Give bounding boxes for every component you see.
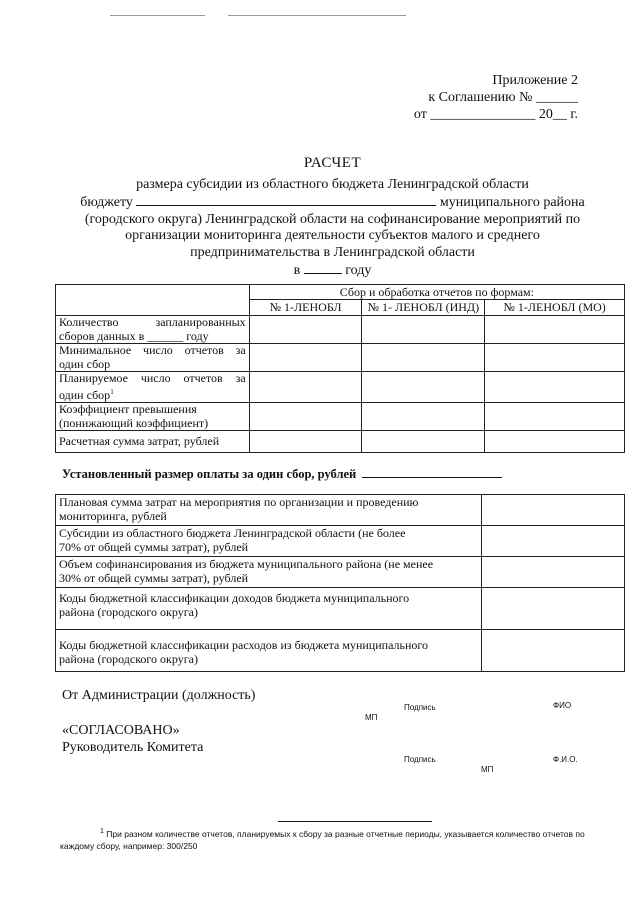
table-cell[interactable] bbox=[485, 372, 625, 403]
table-cell[interactable] bbox=[362, 344, 485, 372]
table-row bbox=[56, 526, 625, 557]
header-rule-left bbox=[110, 15, 205, 16]
signature-caption-2: Подпись bbox=[404, 755, 436, 764]
row-label: Минимальное число отчетов за один сбор bbox=[56, 344, 250, 372]
table-row bbox=[56, 495, 625, 526]
fio-caption-2: Ф.И.О. bbox=[553, 755, 578, 764]
row-label: Планируемое число отчетов за один сбор$^1$ bbox=[56, 372, 250, 403]
signature-caption-1: Подпись bbox=[404, 703, 436, 712]
table-cell[interactable] bbox=[482, 630, 625, 672]
table-cell[interactable] bbox=[362, 372, 485, 403]
table-corner-cell bbox=[56, 285, 250, 316]
table-cell[interactable] bbox=[249, 372, 362, 403]
title-line-6-start: в bbox=[293, 263, 301, 278]
stamp-place-2: МП bbox=[481, 765, 494, 774]
reports-table bbox=[55, 284, 625, 453]
footnote-mark: 1 bbox=[110, 387, 114, 396]
header-rule-right bbox=[228, 15, 406, 16]
table-cell[interactable] bbox=[482, 495, 625, 526]
row-label: Объем софинансирования из бюджета муниципального района (не менее 30% от общей суммы затрат), рублей bbox=[56, 557, 482, 588]
table-cell[interactable] bbox=[249, 431, 362, 453]
footnote-rule bbox=[278, 821, 432, 822]
appendix-line-2: к Соглашению № ______ bbox=[428, 90, 578, 105]
row-label: Плановая сумма затрат на мероприятия по организации и проведению мониторинга, рублей bbox=[56, 495, 482, 526]
subsidy-table bbox=[55, 494, 625, 672]
fio-caption-1: ФИО bbox=[553, 701, 572, 710]
table-cell[interactable] bbox=[362, 316, 485, 344]
row-label: Коэффициент превышения (понижающий коэффициент) bbox=[56, 403, 250, 431]
column-header: № 1- ЛЕНОБЛ (ИНД) bbox=[362, 300, 485, 316]
group-header: Сбор и обработка отчетов по формам: bbox=[249, 285, 624, 300]
table-cell[interactable] bbox=[362, 403, 485, 431]
table-cell[interactable] bbox=[249, 316, 362, 344]
row-label: Расчетная сумма затрат, рублей bbox=[56, 431, 250, 453]
footnote-number: 1 bbox=[100, 828, 104, 835]
title-line-3: (городского округа) Ленинградской области на софинансирование мероприятий по bbox=[84, 211, 581, 227]
table-cell[interactable] bbox=[482, 557, 625, 588]
table-cell[interactable] bbox=[362, 431, 485, 453]
title-line-2-start: бюджету bbox=[80, 195, 133, 210]
payment-rate-blank[interactable] bbox=[362, 477, 502, 478]
title-line-2 bbox=[40, 193, 625, 212]
table-row bbox=[56, 344, 625, 372]
row-label: Коды бюджетной классификации доходов бюджета муниципального района (городского округа) bbox=[56, 588, 482, 630]
row-label: Количество запланированных сборов данных в ______ году bbox=[56, 316, 250, 344]
title-line-2-end: муниципального района bbox=[439, 195, 585, 210]
footnote-text: При разном количестве отчетов, планируемых к сбору за разные отчетные периоды, указывается количество отчетов по каждому сбору, например: 300/250 bbox=[60, 828, 585, 851]
title-line-6-end: году bbox=[345, 263, 372, 278]
admin-position-label: От Администрации (должность) bbox=[62, 688, 256, 703]
committee-head-label: Руководитель Комитета bbox=[62, 740, 204, 755]
table-row bbox=[56, 630, 625, 672]
row-label: Коды бюджетной классификации расходов из бюджета муниципального района (городского округа) bbox=[56, 630, 482, 672]
payment-rate-line bbox=[62, 467, 502, 482]
payment-rate-label: Установленный размер оплаты за один сбор, рублей bbox=[62, 467, 357, 481]
table-row bbox=[56, 431, 625, 453]
table-row bbox=[56, 316, 625, 344]
table-cell[interactable] bbox=[482, 588, 625, 630]
stamp-place-1: МП bbox=[365, 713, 378, 722]
title-line-4: организации мониторинга деятельности субъектов малого и среднего bbox=[125, 228, 540, 243]
table-row bbox=[56, 372, 625, 403]
column-header: № 1-ЛЕНОБЛ bbox=[249, 300, 362, 316]
table-cell[interactable] bbox=[485, 316, 625, 344]
budget-name-blank bbox=[136, 193, 436, 206]
appendix-block bbox=[414, 72, 578, 123]
title-line-1: размера субсидии из областного бюджета Ленинградской области bbox=[136, 176, 529, 192]
appendix-line-1: Приложение 2 bbox=[492, 73, 578, 88]
row-label: Субсидии из областного бюджета Ленинградской области (не более 70% от общей суммы затрат), рублей bbox=[56, 526, 482, 557]
title-heading: РАСЧЕТ bbox=[303, 155, 362, 171]
footnote bbox=[60, 826, 620, 852]
table-row bbox=[56, 403, 625, 431]
appendix-line-3: от _______________ 20__ г. bbox=[413, 107, 578, 122]
year-blank bbox=[304, 261, 342, 274]
table-row bbox=[56, 588, 625, 630]
table-cell[interactable] bbox=[485, 344, 625, 372]
table-cell[interactable] bbox=[485, 403, 625, 431]
title-line-5: предпринимательства в Ленинградской области bbox=[190, 244, 475, 260]
table-cell[interactable] bbox=[482, 526, 625, 557]
column-header: № 1-ЛЕНОБЛ (МО) bbox=[485, 300, 625, 316]
agreed-label: «СОГЛАСОВАНО» bbox=[62, 723, 180, 738]
document-title bbox=[40, 155, 625, 280]
table-cell[interactable] bbox=[249, 403, 362, 431]
table-row bbox=[56, 557, 625, 588]
table-cell[interactable] bbox=[249, 344, 362, 372]
title-line-6 bbox=[40, 261, 625, 280]
table-cell[interactable] bbox=[485, 431, 625, 453]
